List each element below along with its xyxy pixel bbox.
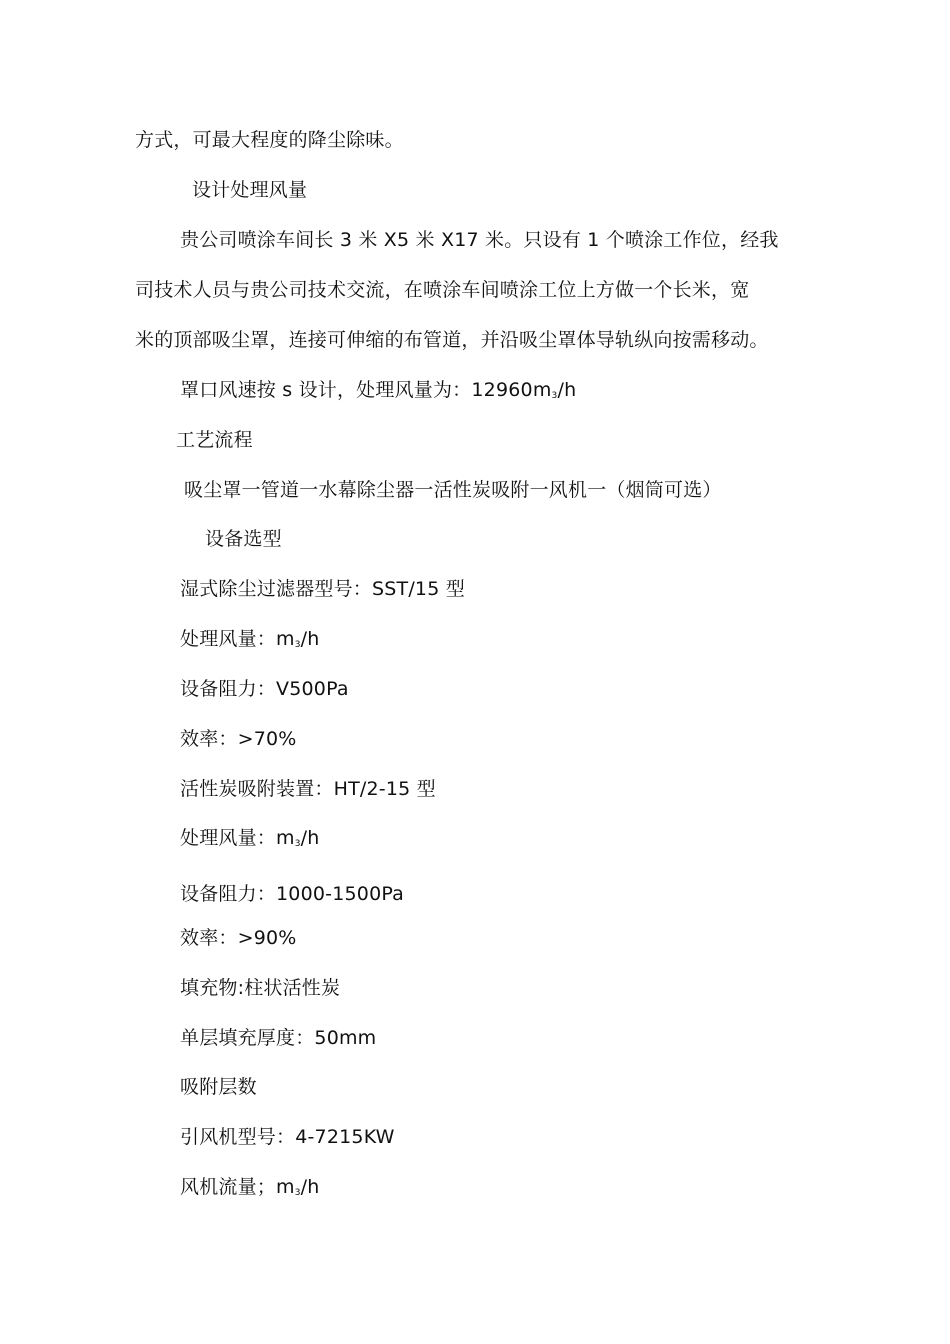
spec-line: 活性炭吸附装置：HT/2-15 型 [180, 778, 436, 800]
spec-line: 处理风量：$m_3/h$ [180, 628, 320, 650]
paragraph-line: 贵公司喷涂车间长 3 米 X5 米 X17 米。只设有 1 个喷涂工作位，经我 [180, 229, 779, 251]
paragraph-line-airflow-value: 罩口风速按 s 设计，处理风量为：$12960m_3/h$ [180, 379, 577, 401]
spec-line: 单层填充厚度：50mm [180, 1027, 377, 1049]
spec-line: 湿式除尘过滤器型号：SST/15 型 [180, 578, 465, 600]
spec-line: 填充物:柱状活性炭 [180, 977, 341, 999]
spec-line: 处理风量：$m_3/h$ [180, 827, 320, 849]
spec-line: 引风机型号：4-7215KW [180, 1126, 395, 1148]
spec-line: 设备阻力：1000-1500Pa [180, 883, 405, 905]
process-flow-line: 吸尘罩一管道一水幕除尘器一活性炭吸附一风机一（烟筒可选） [184, 479, 722, 501]
spec-line: 设备阻力：V500Pa [180, 678, 349, 700]
paragraph-line: 司技术人员与贵公司技术交流，在喷涂车间喷涂工位上方做一个长米，宽 [135, 279, 750, 301]
section-heading-process-flow: 工艺流程 [176, 429, 253, 451]
paragraph-line: 米的顶部吸尘罩，连接可伸缩的布管道，并沿吸尘罩体导轨纵向按需移动。 [135, 329, 769, 351]
section-heading-design-airflow: 设计处理风量 [192, 179, 308, 201]
paragraph-line: 方式，可最大程度的降尘除味。 [135, 129, 404, 151]
section-heading-equipment-selection: 设备选型 [205, 528, 282, 550]
spec-line: 效率：>90% [180, 927, 297, 949]
spec-line: 效率：>70% [180, 728, 297, 750]
spec-line: 风机流量；$m_3/h$ [180, 1176, 320, 1198]
spec-line: 吸附层数 [180, 1076, 257, 1098]
